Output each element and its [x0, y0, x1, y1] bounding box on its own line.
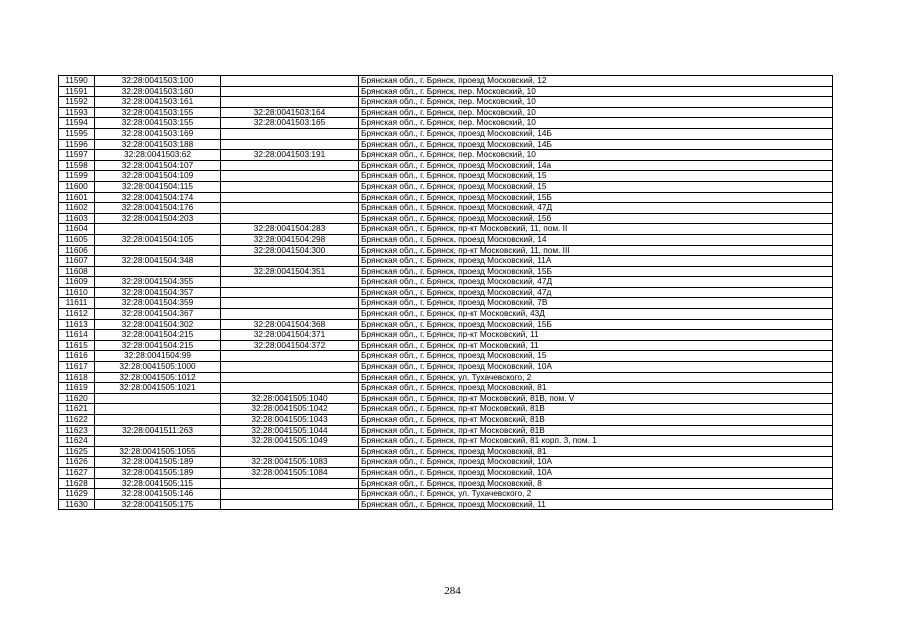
table-row [59, 404, 833, 415]
cadastral-number-cell: 32:28:0041505:1012 [95, 372, 221, 383]
table-row [59, 478, 833, 489]
table-row [59, 415, 833, 426]
table-row [59, 160, 833, 171]
table-row [59, 107, 833, 118]
cadastral-table [58, 75, 833, 510]
related-cadastral-number-cell [221, 277, 359, 288]
cadastral-number-cell: 32:28:0041511:263 [95, 425, 221, 436]
row-number-cell: 11609 [59, 277, 95, 288]
related-cadastral-number-cell: 32:28:0041504:371 [221, 330, 359, 341]
related-cadastral-number-cell [221, 86, 359, 97]
related-cadastral-number-cell: 32:28:0041505:1044 [221, 425, 359, 436]
row-number-cell: 11595 [59, 128, 95, 139]
row-number-cell: 11592 [59, 97, 95, 108]
table-row [59, 309, 833, 320]
related-cadastral-number-cell [221, 309, 359, 320]
address-cell: Брянская обл., г. Брянск, проезд Московский, 12 [359, 76, 833, 87]
related-cadastral-number-cell [221, 213, 359, 224]
row-number-cell: 11621 [59, 404, 95, 415]
cadastral-number-cell: 32:28:0041504:367 [95, 309, 221, 320]
cadastral-number-cell [95, 245, 221, 256]
table-row [59, 203, 833, 214]
table-row [59, 340, 833, 351]
table-row [59, 97, 833, 108]
related-cadastral-number-cell [221, 383, 359, 394]
cadastral-number-cell: 32:28:0041505:115 [95, 478, 221, 489]
related-cadastral-number-cell: 32:28:0041505:1040 [221, 393, 359, 404]
table-row [59, 139, 833, 150]
address-cell: Брянская обл., г. Брянск, проезд Московский, 11 [359, 499, 833, 510]
row-number-cell: 11597 [59, 150, 95, 161]
table-row [59, 171, 833, 182]
address-cell: Брянская обл., г. Брянск, проезд Московский, 15 [359, 171, 833, 182]
address-cell: Брянская обл., г. Брянск, проезд Московский, 14 [359, 234, 833, 245]
table-row [59, 457, 833, 468]
address-cell: Брянская обл., г. Брянск, пр-кт Московский, 81 корп. 3, пом. 1 [359, 436, 833, 447]
address-cell: Брянская обл., г. Брянск, проезд Московский, 14Б [359, 139, 833, 150]
row-number-cell: 11593 [59, 107, 95, 118]
cadastral-number-cell: 32:28:0041505:146 [95, 489, 221, 500]
table-row [59, 213, 833, 224]
row-number-cell: 11617 [59, 362, 95, 373]
cadastral-number-cell: 32:28:0041503:169 [95, 128, 221, 139]
address-cell: Брянская обл., г. Брянск, пр-кт Московский, 81В, пом. V [359, 393, 833, 404]
related-cadastral-number-cell: 32:28:0041505:1043 [221, 415, 359, 426]
cadastral-number-cell [95, 415, 221, 426]
row-number-cell: 11607 [59, 256, 95, 267]
address-cell: Брянская обл., г. Брянск, пер. Московский, 10 [359, 97, 833, 108]
address-cell: Брянская обл., г. Брянск, проезд Московский, 14Б [359, 128, 833, 139]
related-cadastral-number-cell: 32:28:0041503:191 [221, 150, 359, 161]
related-cadastral-number-cell [221, 489, 359, 500]
related-cadastral-number-cell [221, 160, 359, 171]
related-cadastral-number-cell: 32:28:0041505:1042 [221, 404, 359, 415]
related-cadastral-number-cell [221, 171, 359, 182]
related-cadastral-number-cell [221, 139, 359, 150]
table-row [59, 362, 833, 373]
address-cell: Брянская обл., г. Брянск, проезд Московский, 10А [359, 457, 833, 468]
address-cell: Брянская обл., г. Брянск, пр-кт Московский, 81В [359, 404, 833, 415]
related-cadastral-number-cell: 32:28:0041503:165 [221, 118, 359, 129]
row-number-cell: 11598 [59, 160, 95, 171]
related-cadastral-number-cell: 32:28:0041505:1049 [221, 436, 359, 447]
row-number-cell: 11620 [59, 393, 95, 404]
address-cell: Брянская обл., г. Брянск, пр-кт Московский, 81В [359, 415, 833, 426]
cadastral-number-cell: 32:28:0041503:100 [95, 76, 221, 87]
related-cadastral-number-cell [221, 298, 359, 309]
page-number: 284 [444, 585, 461, 597]
address-cell: Брянская обл., г. Брянск, пр-кт Московский, 11, пом. II [359, 224, 833, 235]
row-number-cell: 11624 [59, 436, 95, 447]
table-row [59, 319, 833, 330]
related-cadastral-number-cell: 32:28:0041505:1083 [221, 457, 359, 468]
cadastral-number-cell: 32:28:0041504:176 [95, 203, 221, 214]
table-row [59, 425, 833, 436]
table-row [59, 128, 833, 139]
address-cell: Брянская обл., г. Брянск, проезд Московский, 10А [359, 467, 833, 478]
row-number-cell: 11596 [59, 139, 95, 150]
row-number-cell: 11628 [59, 478, 95, 489]
cadastral-number-cell [95, 266, 221, 277]
address-cell: Брянская обл., г. Брянск, проезд Московский, 81 [359, 383, 833, 394]
row-number-cell: 11615 [59, 340, 95, 351]
row-number-cell: 11623 [59, 425, 95, 436]
address-cell: Брянская обл., г. Брянск, ул. Тухачевского, 2 [359, 372, 833, 383]
cadastral-number-cell: 32:28:0041505:1021 [95, 383, 221, 394]
related-cadastral-number-cell: 32:28:0041505:1084 [221, 467, 359, 478]
cadastral-number-cell: 32:28:0041504:109 [95, 171, 221, 182]
related-cadastral-number-cell [221, 256, 359, 267]
address-cell: Брянская обл., г. Брянск, пер. Московский, 10 [359, 86, 833, 97]
table-row [59, 298, 833, 309]
related-cadastral-number-cell [221, 351, 359, 362]
address-cell: Брянская обл., г. Брянск, проезд Московский, 15Б [359, 266, 833, 277]
row-number-cell: 11602 [59, 203, 95, 214]
related-cadastral-number-cell: 32:28:0041504:368 [221, 319, 359, 330]
address-cell: Брянская обл., г. Брянск, пр-кт Московский, 11 [359, 330, 833, 341]
address-cell: Брянская обл., г. Брянск, проезд Московский, 47Д [359, 277, 833, 288]
table-row [59, 150, 833, 161]
related-cadastral-number-cell: 32:28:0041504:372 [221, 340, 359, 351]
table-row [59, 446, 833, 457]
table-row [59, 224, 833, 235]
related-cadastral-number-cell: 32:28:0041503:164 [221, 107, 359, 118]
row-number-cell: 11625 [59, 446, 95, 457]
related-cadastral-number-cell [221, 97, 359, 108]
related-cadastral-number-cell [221, 192, 359, 203]
cadastral-number-cell: 32:28:0041504:99 [95, 351, 221, 362]
row-number-cell: 11590 [59, 76, 95, 87]
row-number-cell: 11604 [59, 224, 95, 235]
address-cell: Брянская обл., г. Брянск, проезд Московский, 15 [359, 181, 833, 192]
related-cadastral-number-cell: 32:28:0041504:298 [221, 234, 359, 245]
cadastral-number-cell [95, 393, 221, 404]
related-cadastral-number-cell [221, 499, 359, 510]
row-number-cell: 11614 [59, 330, 95, 341]
cadastral-number-cell: 32:28:0041503:155 [95, 118, 221, 129]
cadastral-number-cell: 32:28:0041504:107 [95, 160, 221, 171]
table-row [59, 351, 833, 362]
table-row [59, 234, 833, 245]
cadastral-number-cell: 32:28:0041505:1055 [95, 446, 221, 457]
row-number-cell: 11627 [59, 467, 95, 478]
cadastral-number-cell: 32:28:0041504:215 [95, 330, 221, 341]
row-number-cell: 11603 [59, 213, 95, 224]
cadastral-number-cell: 32:28:0041503:188 [95, 139, 221, 150]
related-cadastral-number-cell [221, 362, 359, 373]
row-number-cell: 11611 [59, 298, 95, 309]
cadastral-number-cell: 32:28:0041503:62 [95, 150, 221, 161]
address-cell: Брянская обл., г. Брянск, пер. Московский, 10 [359, 150, 833, 161]
related-cadastral-number-cell: 32:28:0041504:351 [221, 266, 359, 277]
row-number-cell: 11629 [59, 489, 95, 500]
row-number-cell: 11610 [59, 287, 95, 298]
related-cadastral-number-cell: 32:28:0041504:283 [221, 224, 359, 235]
related-cadastral-number-cell [221, 372, 359, 383]
cadastral-number-cell: 32:28:0041505:175 [95, 499, 221, 510]
address-cell: Брянская обл., г. Брянск, проезд Московский, 47Д [359, 203, 833, 214]
address-cell: Брянская обл., г. Брянск, проезд Московский, 15 [359, 351, 833, 362]
table-row [59, 118, 833, 129]
row-number-cell: 11619 [59, 383, 95, 394]
table-row [59, 86, 833, 97]
related-cadastral-number-cell [221, 446, 359, 457]
address-cell: Брянская обл., г. Брянск, проезд Московский, 15Б [359, 319, 833, 330]
cadastral-number-cell [95, 224, 221, 235]
cadastral-number-cell: 32:28:0041504:215 [95, 340, 221, 351]
related-cadastral-number-cell [221, 478, 359, 489]
address-cell: Брянская обл., г. Брянск, проезд Московский, 81 [359, 446, 833, 457]
table-row [59, 383, 833, 394]
row-number-cell: 11626 [59, 457, 95, 468]
row-number-cell: 11606 [59, 245, 95, 256]
address-cell: Брянская обл., г. Брянск, проезд Московский, 14а [359, 160, 833, 171]
cadastral-number-cell: 32:28:0041504:348 [95, 256, 221, 267]
row-number-cell: 11616 [59, 351, 95, 362]
table-row [59, 489, 833, 500]
cadastral-number-cell: 32:28:0041505:1000 [95, 362, 221, 373]
row-number-cell: 11601 [59, 192, 95, 203]
cadastral-number-cell: 32:28:0041505:189 [95, 457, 221, 468]
address-cell: Брянская обл., г. Брянск, пр-кт Московский, 11 [359, 340, 833, 351]
table-row [59, 266, 833, 277]
table-row [59, 192, 833, 203]
cadastral-number-cell: 32:28:0041503:161 [95, 97, 221, 108]
row-number-cell: 11612 [59, 309, 95, 320]
table-row [59, 467, 833, 478]
related-cadastral-number-cell [221, 76, 359, 87]
address-cell: Брянская обл., г. Брянск, проезд Московский, 47д [359, 287, 833, 298]
cadastral-number-cell: 32:28:0041504:357 [95, 287, 221, 298]
cadastral-number-cell: 32:28:0041504:174 [95, 192, 221, 203]
cadastral-number-cell: 32:28:0041504:105 [95, 234, 221, 245]
related-cadastral-number-cell [221, 128, 359, 139]
related-cadastral-number-cell: 32:28:0041504:300 [221, 245, 359, 256]
address-cell: Брянская обл., г. Брянск, проезд Московский, 15Б [359, 192, 833, 203]
cadastral-number-cell [95, 436, 221, 447]
row-number-cell: 11618 [59, 372, 95, 383]
table-row [59, 372, 833, 383]
address-cell: Брянская обл., г. Брянск, проезд Московский, 11А [359, 256, 833, 267]
row-number-cell: 11622 [59, 415, 95, 426]
address-cell: Брянская обл., г. Брянск, ул. Тухачевского, 2 [359, 489, 833, 500]
address-cell: Брянская обл., г. Брянск, пер. Московский, 10 [359, 107, 833, 118]
cadastral-number-cell: 32:28:0041503:160 [95, 86, 221, 97]
related-cadastral-number-cell [221, 181, 359, 192]
cadastral-number-cell: 32:28:0041505:189 [95, 467, 221, 478]
table-row [59, 499, 833, 510]
address-cell: Брянская обл., г. Брянск, пр-кт Московский, 43Д [359, 309, 833, 320]
address-cell: Брянская обл., г. Брянск, пр-кт Московский, 81В [359, 425, 833, 436]
related-cadastral-number-cell [221, 287, 359, 298]
cadastral-number-cell: 32:28:0041504:302 [95, 319, 221, 330]
address-cell: Брянская обл., г. Брянск, проезд Московский, 10А [359, 362, 833, 373]
row-number-cell: 11605 [59, 234, 95, 245]
address-cell: Брянская обл., г. Брянск, пр-кт Московский, 11, пом. III [359, 245, 833, 256]
table-row [59, 76, 833, 87]
cadastral-number-cell: 32:28:0041503:155 [95, 107, 221, 118]
cadastral-table-body [59, 76, 833, 510]
table-row [59, 287, 833, 298]
cadastral-number-cell [95, 404, 221, 415]
table-row [59, 181, 833, 192]
row-number-cell: 11594 [59, 118, 95, 129]
table-row [59, 330, 833, 341]
cadastral-number-cell: 32:28:0041504:355 [95, 277, 221, 288]
row-number-cell: 11608 [59, 266, 95, 277]
row-number-cell: 11591 [59, 86, 95, 97]
cadastral-number-cell: 32:28:0041504:203 [95, 213, 221, 224]
address-cell: Брянская обл., г. Брянск, проезд Московский, 7В [359, 298, 833, 309]
address-cell: Брянская обл., г. Брянск, проезд Московский, 8 [359, 478, 833, 489]
row-number-cell: 11630 [59, 499, 95, 510]
row-number-cell: 11599 [59, 171, 95, 182]
row-number-cell: 11613 [59, 319, 95, 330]
address-cell: Брянская обл., г. Брянск, проезд Московский, 15б [359, 213, 833, 224]
table-row [59, 256, 833, 267]
related-cadastral-number-cell [221, 203, 359, 214]
cadastral-number-cell: 32:28:0041504:359 [95, 298, 221, 309]
address-cell: Брянская обл., г. Брянск, пер. Московский, 10 [359, 118, 833, 129]
cadastral-number-cell: 32:28:0041504:115 [95, 181, 221, 192]
row-number-cell: 11600 [59, 181, 95, 192]
table-row [59, 393, 833, 404]
table-row [59, 436, 833, 447]
table-row [59, 277, 833, 288]
table-row [59, 245, 833, 256]
